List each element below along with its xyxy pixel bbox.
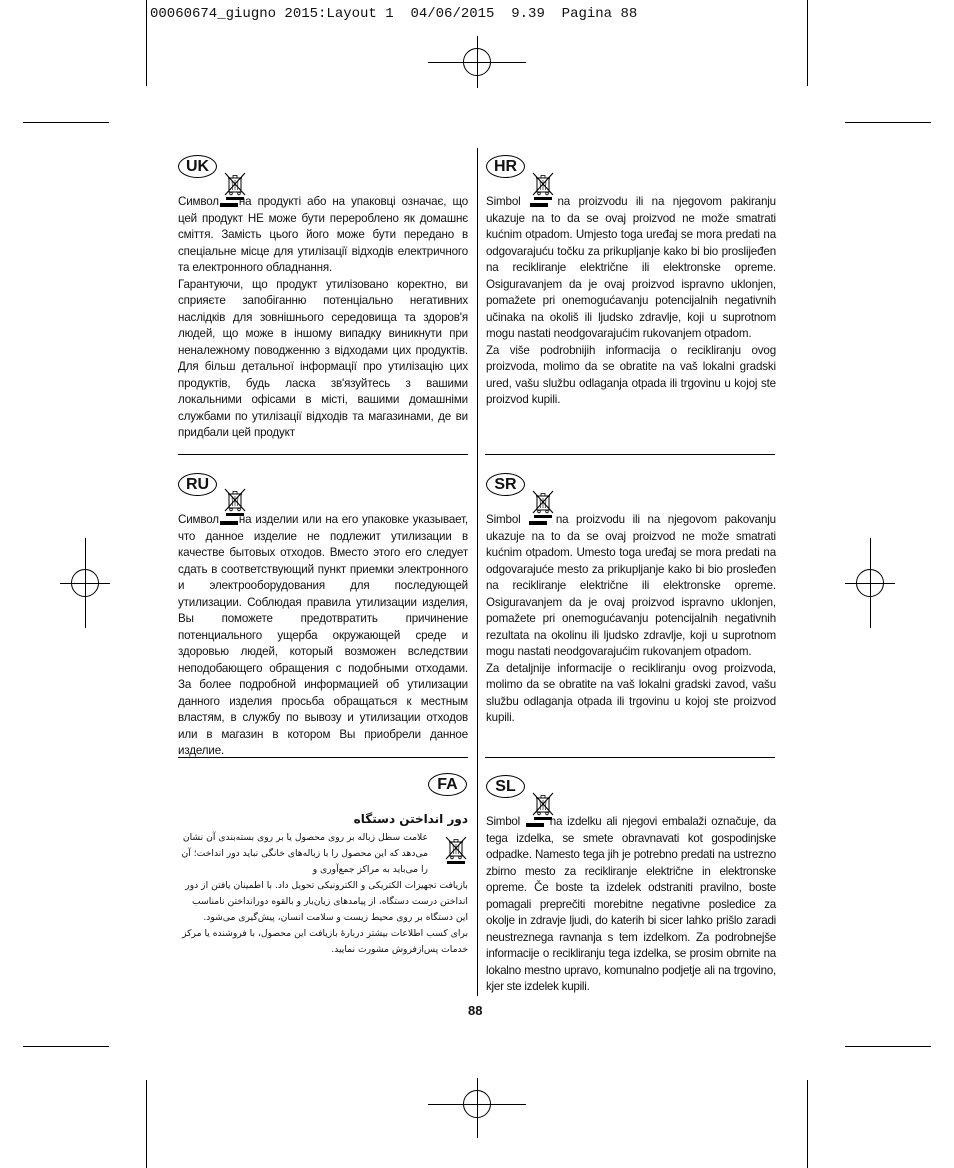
language-badge-sl: SL [486, 775, 525, 798]
uk-text-block [178, 193, 468, 442]
ru-text-block [178, 511, 468, 760]
language-badge-fa: FA [428, 773, 467, 796]
bin-bar-icon [529, 193, 549, 207]
sr-paragraph-1: na proizvodu ili na njegovom pakovanju ukazuje na to da se ovaj proizvod ne može smatrati kućnim otpadom. Umesto toga uređaj se mora predati na odgovarajuće mesto za prikupljanje kako bi bio prosleđen na recikliranje električne ili elektronske opreme. Osiguravanjem da je ovaj proizvod ispravno uklonjen, pomažete pri onemogućavanju potencijalnih negativnih rezultata na okolinu ili ljudsko zdravlje, koji u suprotnom mogu nastati neodgovarajućim rukovanjem otpadom. [486, 513, 776, 658]
hr-symbol-label: Simbol [486, 195, 521, 208]
uk-symbol-label: Символ [178, 195, 219, 208]
fa-paragraph-2: بازیافت تجهیزات الکتریکی و الکترونیکی تحویل داد. با اطمینان یافتن از دور انداختن درست دستگاه، از پیامدهای زیان‌بار و بالقوه دورانداختن نامناسب این دستگاه بر روی محیط زیست و سلامت انسان، پیش‌گیری می‌شود. [185, 880, 468, 923]
bin-bar-icon [219, 511, 239, 525]
sl-paragraph-1: na izdelku ali njegovi embalaži označuje, da tega izdelka, se smete obravnavati kot gospodinjske odpadke. Namesto tega jih je potrebno predati na ustrezno zbirno mesto za recikliranje električne in elektronske opreme. Če boste ta izdelek odstraniti pravilno, boste pomagali preprečiti morebitne negativne posledice za okolje in zdravje ljudi, do katerih bi sicer lahko prišlo zaradi neustreznega ravnanja s tem izdelkom. Za podrobnejše informacije o recikliranju tega izdelka, se prosim obrnite na lokalno mestno upravo, komunalno podjetje ali na trgovino, kjer ste izdelek kupili. [486, 815, 776, 993]
fa-paragraph-3: برای کسب اطلاعات بیشتر دربارهٔ بازیافت این محصول، با فروشنده یا مرکز خدمات پس‌ازفروش مشورت نمایید. [182, 928, 468, 955]
page-number: 88 [468, 1003, 483, 1018]
crop-mark [845, 122, 931, 123]
crop-mark [23, 122, 109, 123]
crop-mark [146, 0, 147, 86]
hr-paragraph-2: Za više podrobnijih informacija o recikliranju ovog proizvoda, molimo da se obratite na vaš lokalni gradski ured, vašu službu odlaganja otpada ili trgovinu u kojoj ste proizvod kupili. [486, 343, 776, 406]
fa-title: دور انداختن دستگاه [353, 812, 468, 826]
language-badge-hr: HR [486, 155, 525, 178]
hr-paragraph-1: na proizvodu ili na njegovom pakiranju ukazuje na to da se ovaj proizvod ne može smatrati kućnim otpadom. Umjesto toga uređaj se mora predati na odgovarajuću točku za prikupljanje kako bi bio proslijeđen na recikliranje električne ili elektronske opreme. Osiguravanjem da je ovaj proizvod ispravno uklonjen, pomažete pri onemogućavanju potencijalnih negativnih učinaka na okoliš ili ljudsko zdravlje, koji u suprotnom mogu nastati neodgovarajućim rukovanjem otpadom. [486, 195, 776, 340]
crop-mark [807, 0, 808, 86]
ru-paragraph-1: на изделии или на его упаковке указывает, что данное изделие не подлежит утилизации в качестве бытовых отходов. Вместо этого его следует сдать в соответствующий пункт приемки электронного и электрооборудования для последующей утилизации. Соблюдая правила утилизации изделия, Вы поможете предотвратить причинение потенциального ущерба окружающей среде и здоровью людей, который возможен вследствии неподобающего обращения с подобными отходами. За более подробной информацией об утилизации данного изделия просьба обращаться к местным властям, в службу по вывозу и утилизации отходов или в магазин в котором Вы приобрели данное изделие. [178, 513, 468, 757]
uk-paragraph-1: на продукті або на упаковці означає, що цей продукт НЕ може бути перероблено як домашнє сміття. Замість цього його може бути передано в спеціальне місце для утилізації відходів електричного та електронного обладнання. [178, 195, 468, 274]
language-badge-uk: UK [178, 155, 217, 178]
fa-paragraph-1: علامت سطل زباله بر روی محصول یا بر روی بسته‌بندی آن نشان می‌دهد که این محصول را با زباله‌های خانگی نباید دور انداخت؛ آن را می‌باید به مراکز جمع‌آوری و [181, 832, 428, 875]
language-badge-ru: RU [178, 473, 217, 496]
crossed-out-wheelie-bin-icon [444, 836, 468, 864]
crop-mark [845, 1046, 931, 1047]
sl-text-block [486, 813, 776, 996]
ru-symbol-label: Символ [178, 513, 219, 526]
crosshair-registration-icon [60, 538, 110, 628]
language-badge-sr: SR [486, 473, 525, 496]
sr-symbol-label: Simbol [486, 513, 521, 526]
sr-paragraph-2: Za detaljnije informacije o recikliranju ovog proizvoda, molimo da se obratite na vaš lokalni gradski zavod, vašu službu odlaganja otpada ili trgovinu u kojoj ste proizvod kupili. [486, 661, 776, 724]
bin-bar-icon [219, 193, 239, 207]
section-divider [178, 454, 468, 455]
crosshair-registration-icon [428, 1078, 526, 1138]
sl-symbol-label: Simbol [486, 815, 520, 828]
uk-paragraph-2: Гарантуючи, що продукт утилізовано коректно, ви сприяєте запобіганню потенціально негативних наслідків для зовнішнього середовища та здоров'я людей, що може в іншому випадку виникнути при неналежному поводженню з відходами цих продуктів. Для більш детальної інформації про утилізацію цих продуктів, будь ласка зв'язуйтесь з вашими локальними офісами в місті, вашими домашніми службами по утилізації відходів та магазинами, де ви придбали цей продукт [178, 277, 468, 439]
column-divider [477, 148, 478, 996]
bin-bar-icon [525, 813, 545, 827]
sr-text-block [486, 511, 776, 727]
fa-text-block [178, 812, 468, 958]
crop-mark [807, 1080, 808, 1168]
print-slug-header: 00060674_giugno 2015:Layout 1 04/06/2015 9.39 Pagina 88 [150, 6, 638, 22]
crop-mark [146, 1080, 147, 1168]
hr-text-block [486, 193, 776, 409]
crosshair-registration-icon [845, 538, 895, 628]
crosshair-registration-icon [428, 36, 526, 88]
bin-bar-icon [528, 511, 548, 525]
section-divider [485, 757, 775, 758]
crop-mark [23, 1046, 109, 1047]
section-divider [485, 454, 775, 455]
